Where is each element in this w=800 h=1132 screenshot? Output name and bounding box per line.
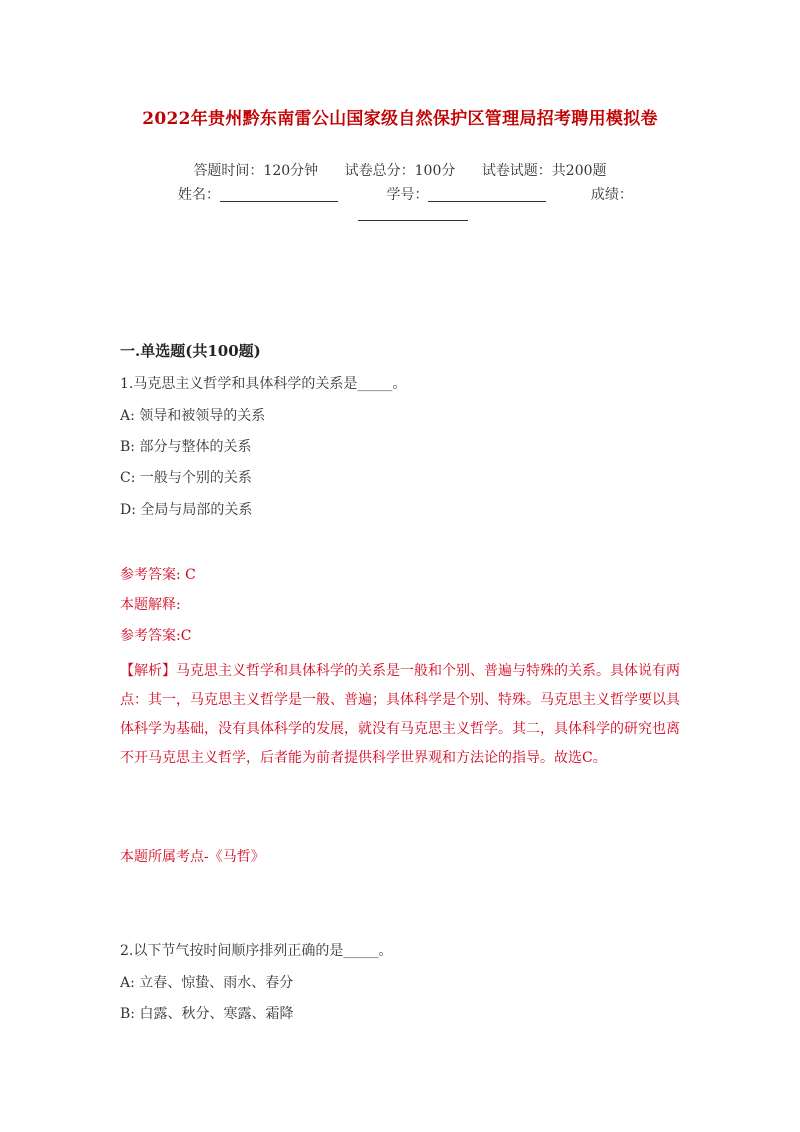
question-1-option-d: D: 全局与局部的关系: [120, 502, 253, 518]
question-1-reference-answer: 参考答案: C: [120, 567, 196, 583]
total-score: 试卷总分：100分: [344, 163, 456, 179]
score-blank: [358, 206, 468, 221]
document-title: 2022年贵州黔东南雷公山国家级自然保护区管理局招考聘用模拟卷: [142, 109, 658, 129]
id-label: 学号：: [386, 187, 429, 203]
question-2-option-b: B: 白露、秋分、寒露、霜降: [120, 1006, 294, 1022]
name-label: 姓名：: [178, 187, 220, 203]
question-1-option-b: B: 部分与整体的关系: [120, 439, 252, 455]
question-1-analysis: 【解析】马克思主义哲学和具体科学的关系是一般和个别、普遍与特殊的关系。具体说有两点：其一，马克思主义哲学是一般、普遍；具体科学是个别、特殊。马克思主义哲学要以具体科学为基础，没有具体科学的发展，就没有马克思主义哲学。其二，具体科学的研究也离不开马克思主义哲学，后者能为前者提供科学世界观和方法论的指导。故选C。: [120, 663, 680, 766]
question-1-reference-answer-2: 参考答案:C: [120, 628, 192, 644]
question-1-stem: 1.马克思主义哲学和具体科学的关系是_____。: [120, 376, 407, 392]
question-1-option-a: A: 领导和被领导的关系: [120, 408, 266, 424]
question-count: 试卷试题：共200题: [481, 163, 607, 179]
section-heading: 一.单选题(共100题): [120, 342, 261, 360]
question-1-explanation-label: 本题解释:: [120, 597, 181, 613]
question-2-option-a: A: 立春、惊蛰、雨水、春分: [120, 975, 294, 991]
student-fields: [178, 184, 633, 204]
id-blank: [428, 187, 546, 202]
question-1-option-c: C: 一般与个别的关系: [120, 470, 252, 486]
question-1-topic: 本题所属考点-《马哲》: [120, 849, 265, 865]
question-2-stem: 2.以下节气按时间顺序排列正确的是_____。: [120, 943, 393, 959]
name-blank: [220, 187, 338, 202]
exam-time: 答题时间：120分钟: [193, 163, 319, 179]
score-label: 成绩：: [590, 187, 633, 203]
exam-info: [0, 160, 800, 180]
